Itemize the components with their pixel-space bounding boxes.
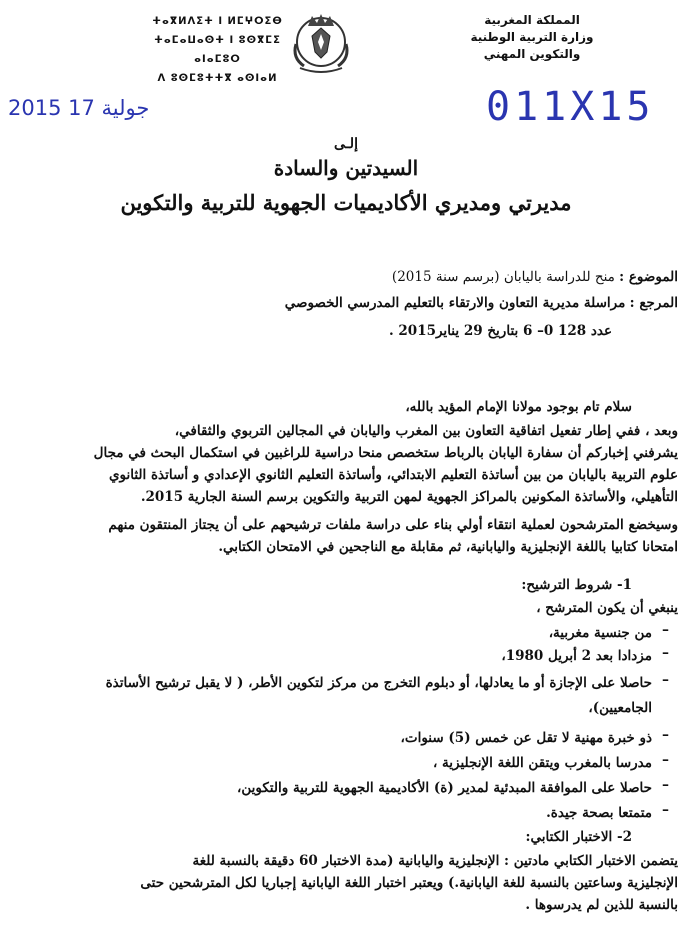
condition-item-continued: الجامعيين)، bbox=[588, 700, 652, 716]
list-dash: – bbox=[662, 672, 669, 688]
tifinagh-line: ⴷ ⵓⵙⵎⵓⵜⵜⴳ ⴰⵙⵏⴰⵍ bbox=[157, 73, 278, 84]
paragraph-line: الإنجليزية وساعتين بالنسبة للغة اليابانية.) ويعتبر اختبار اللغة اليابانية إجباريا لكل المترشحين حتى bbox=[140, 875, 678, 891]
date-stamp: 2015 جولية 17 bbox=[8, 96, 150, 120]
section-2-title: 2- الاختبار الكتابي: bbox=[525, 829, 632, 845]
list-dash: – bbox=[662, 802, 669, 818]
header-line: المملكة المغربية bbox=[484, 13, 580, 27]
paragraph-line: وبعد ، ففي إطار تفعيل اتفاقية التعاون بين المغرب واليابان في المجالين التربوي والثقافي، bbox=[174, 423, 678, 439]
addressee-directors: مديرتي ومديري الأكاديميات الجهوية للتربية والتكوين bbox=[120, 190, 572, 215]
condition-item: حاصلا على الموافقة المبدئية لمدير (ة) الأكاديمية الجهوية للتربية والتكوين، bbox=[236, 780, 652, 796]
section-1-intro: ينبغي أن يكون المترشح ، bbox=[536, 600, 678, 616]
list-dash: – bbox=[662, 752, 669, 768]
to-label: إلـى bbox=[334, 136, 358, 152]
paragraph-line: امتحانا كتابيا باللغة الإنجليزية واليابانية، ثم مقابلة مع الناجحين في الامتحان الكتابي. bbox=[218, 539, 678, 555]
condition-item: حاصلا على الإجازة أو ما يعادلها، أو دبلوم التخرج من مركز لتكوين الأطر، ( لا يقبل ترشيح الأساتذة bbox=[105, 675, 652, 691]
reference-number: عدد 128 0– 6 بتاريخ 29 يناير2015 . bbox=[389, 323, 612, 339]
paragraph-line: بالنسبة للذين لم يدرسوها . bbox=[525, 897, 678, 913]
paragraph-line: التأهيلي، والأساتذة المكونين بالمراكز الجهوية لمهن التربية والتكوين برسم السنة الجارية 2015. bbox=[140, 489, 678, 505]
kingdom-header bbox=[452, 12, 612, 63]
addressee-title: السيدتين والسادة bbox=[273, 156, 419, 180]
subject-label: الموضوع : bbox=[619, 269, 678, 285]
condition-item: متمتعا بصحة جيدة. bbox=[546, 805, 652, 821]
reference-number-stamp: 011X15 bbox=[486, 84, 655, 130]
greeting: سلام تام بوجود مولانا الإمام المؤيد بالله، bbox=[405, 399, 632, 415]
condition-item: ذو خبرة مهنية لا تقل عن خمس (5) سنوات، bbox=[400, 730, 652, 746]
list-dash: – bbox=[662, 727, 669, 743]
condition-item: مدرسا بالمغرب ويتقن اللغة الإنجليزية ، bbox=[432, 755, 652, 771]
reference-label: المرجع : bbox=[629, 295, 678, 311]
list-dash: – bbox=[662, 777, 669, 793]
paragraph-line: يشرفني إخباركم أن سفارة اليابان بالرباط ستخصص منحا دراسية للراغبين في استكمال البحث في مجال bbox=[93, 445, 678, 461]
header-line: والتكوين المهني bbox=[483, 47, 581, 61]
reference-line bbox=[14, 292, 678, 314]
list-dash: – bbox=[662, 622, 669, 638]
paragraph-line: علوم التربية باليابان من بين أساتذة التعليم الابتدائي، وأساتذة التعليم الثانوي الإعدادي و أساتذة الثانوي bbox=[108, 467, 678, 483]
list-dash: – bbox=[662, 645, 669, 661]
paragraph-line: وسيخضع المترشحون لعملية انتقاء أولي بناء على دراسة ملفات ترشيحهم على أن يجتاز المنتقون منهم bbox=[108, 517, 678, 533]
tifinagh-line: ⵜⴰⴳⵍⴷⵉⵜ ⵏ ⵍⵎⵖⵔⵉⴱ bbox=[152, 16, 283, 27]
paragraph-line: يتضمن الاختبار الكتابي مادتين : الإنجليزية واليابانية (مدة الاختبار 60 دقيقة بالنسبة للغة bbox=[192, 853, 678, 869]
subject-text: منح للدراسة باليابان (برسم سنة 2015) bbox=[391, 269, 615, 285]
header-line: وزارة التربية الوطنية bbox=[470, 30, 594, 44]
reference-text: مراسلة مديرية التعاون والارتقاء بالتعليم المدرسي الخصوصي bbox=[284, 295, 626, 311]
condition-item: من جنسية مغربية، bbox=[548, 625, 652, 641]
section-2-body bbox=[14, 850, 678, 916]
tifinagh-line: ⵜⴰⵎⴰⵡⴰⵙⵜ ⵏ ⵓⵙⴳⵎⵉ ⴰⵏⴰⵎⵓⵔ bbox=[154, 35, 281, 65]
condition-item: مزدادا بعد 2 أبريل 1980، bbox=[501, 648, 652, 664]
subject-line bbox=[14, 266, 678, 288]
paragraph-1 bbox=[14, 420, 678, 508]
tifinagh-header bbox=[150, 12, 285, 88]
section-1-title: 1- شروط الترشيح: bbox=[521, 577, 632, 593]
paragraph-2 bbox=[14, 514, 678, 558]
royal-emblem-icon bbox=[286, 6, 356, 76]
